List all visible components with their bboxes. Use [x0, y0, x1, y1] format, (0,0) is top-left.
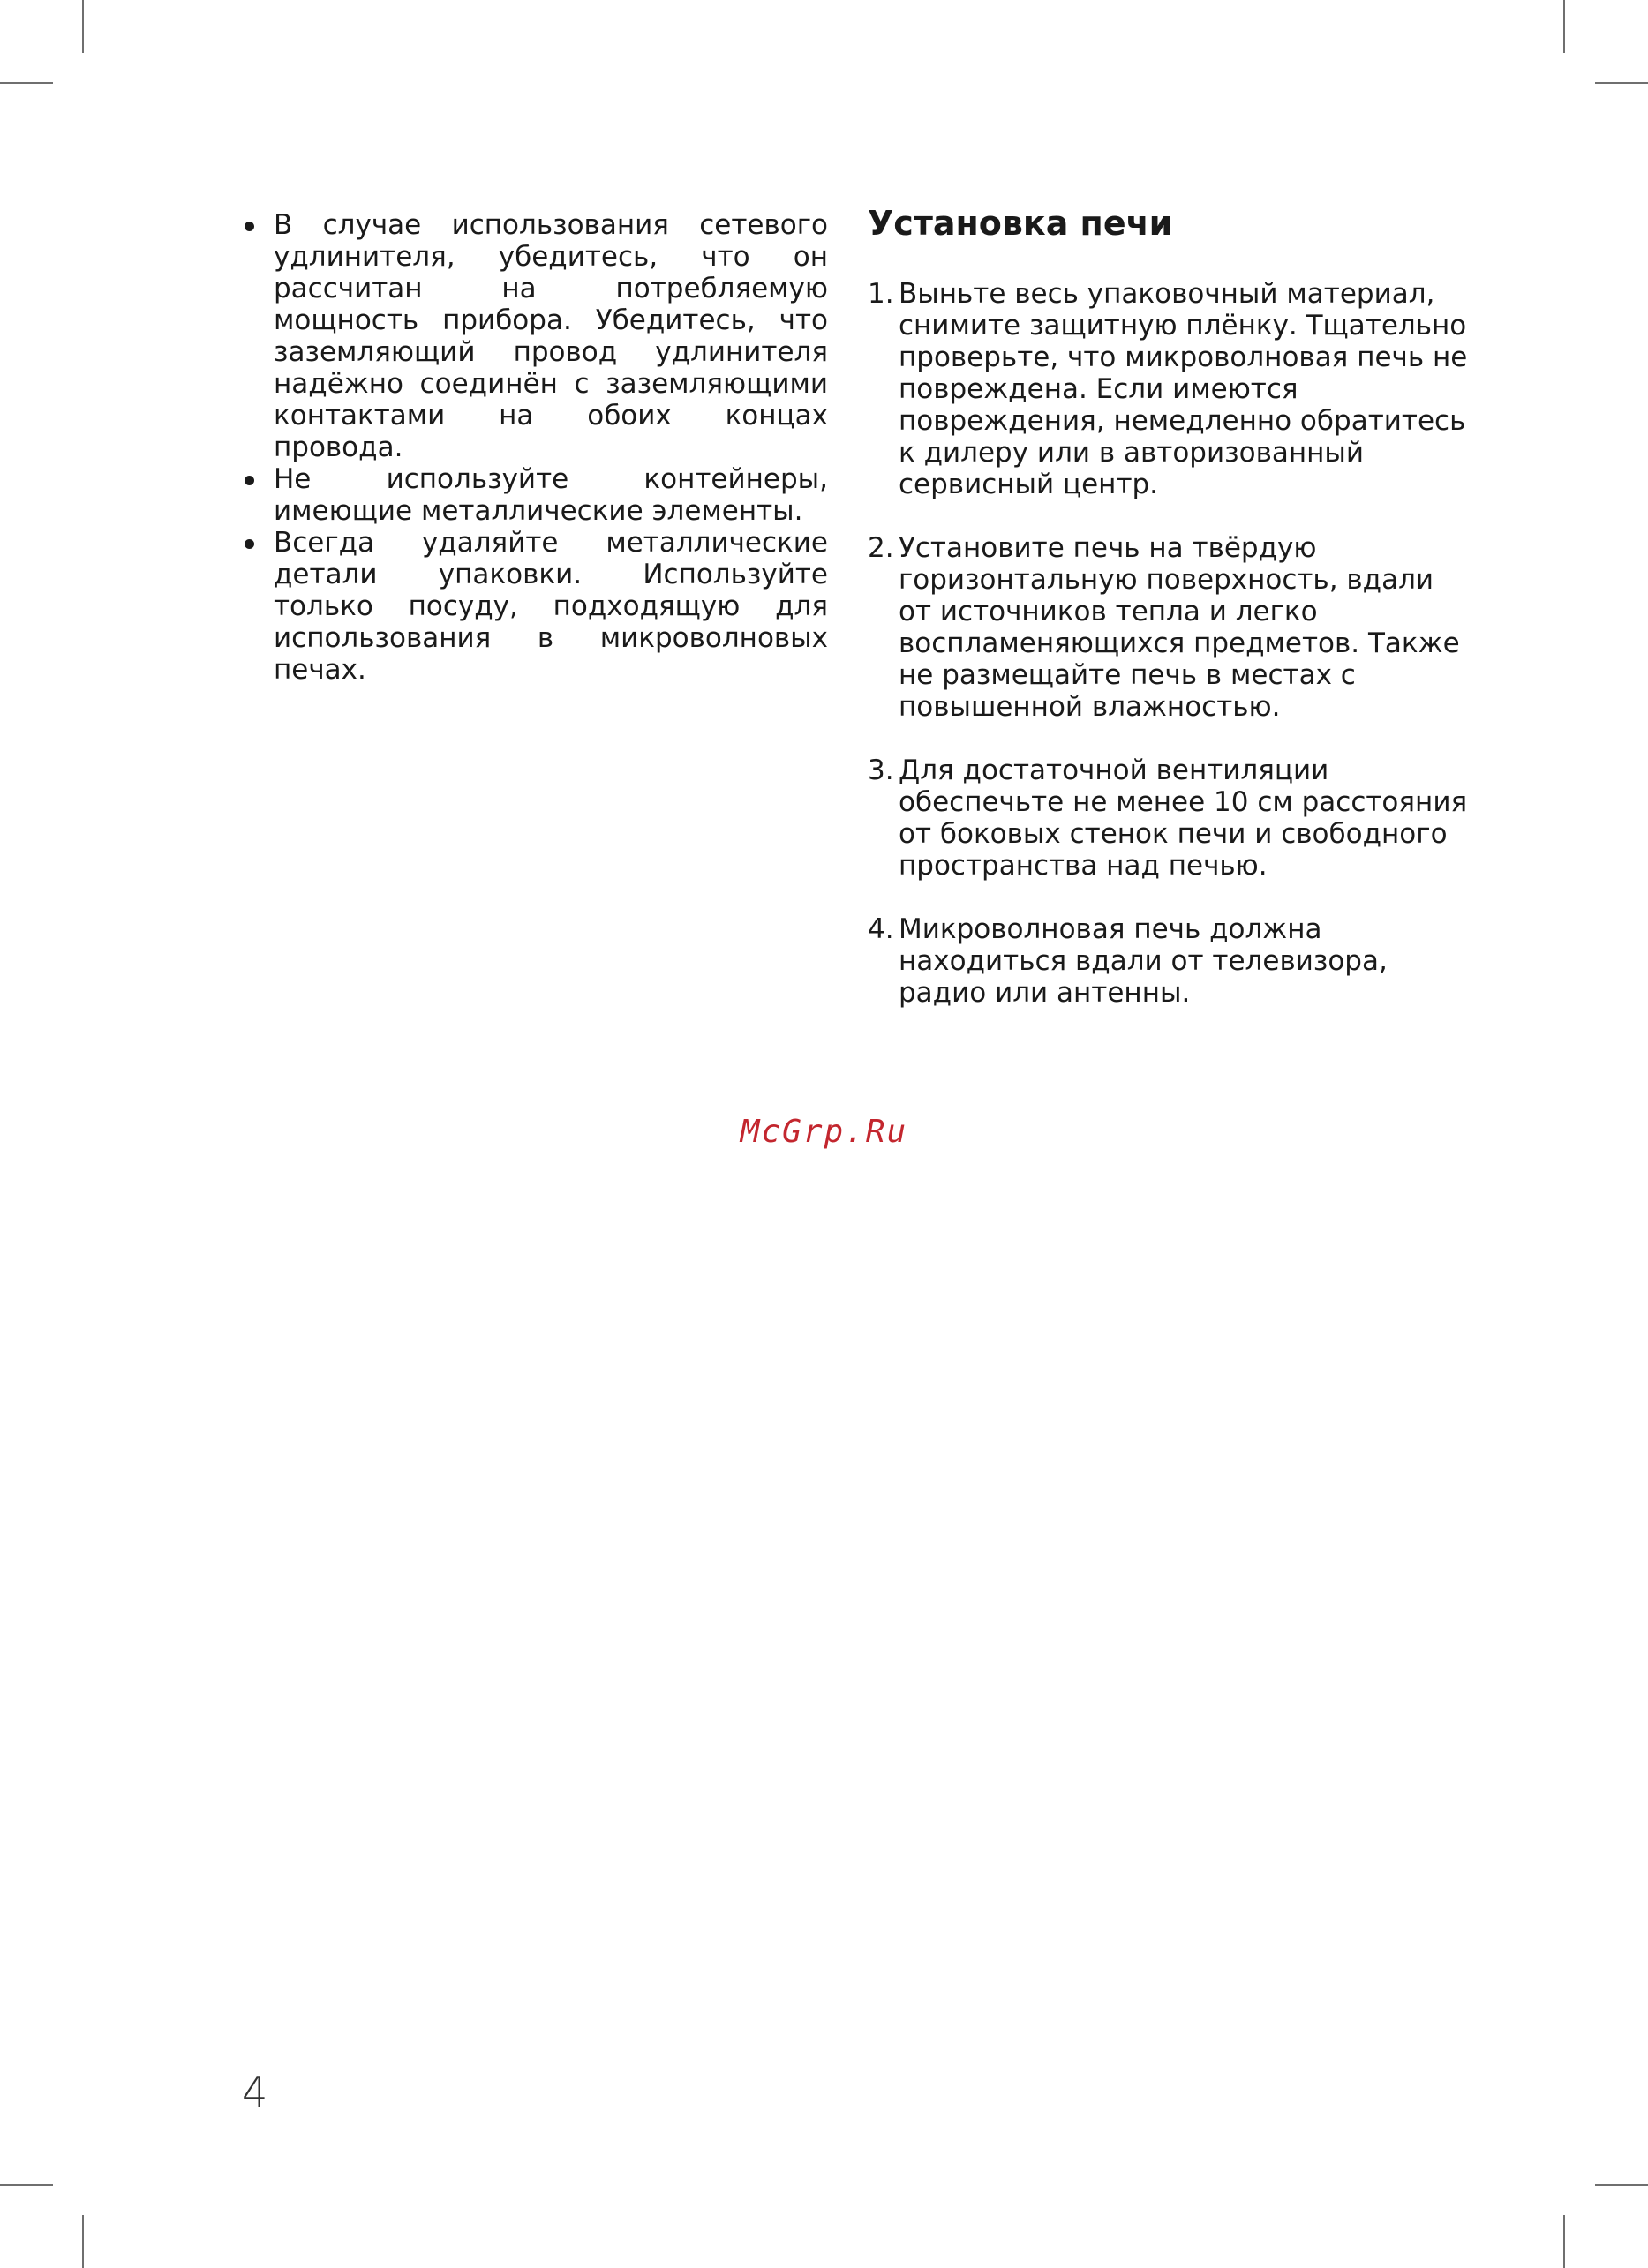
crop-mark: [82, 0, 84, 53]
bullet-icon: [245, 222, 254, 231]
list-item-text: В случае использования сетевого удлинителя, убедитесь, что он рассчитан на потребляемую мощность прибора. Убедитесь, что заземляющий провод удлинителя надёжно соединён с заземляющими контактами на обоих концах провода.: [274, 209, 828, 463]
section-title: Установка печи: [868, 204, 1173, 243]
page-number: 4: [242, 2069, 268, 2116]
step-text: Для достаточной вентиляции обеспечьте не менее 10 см расстояния от боковых стенок печи и свободного пространства над печью.: [899, 755, 1468, 882]
list-item: [868, 278, 1468, 500]
crop-mark: [1595, 2184, 1648, 2186]
step-text: Установите печь на твёрдую горизонтальную поверхность, вдали от источников тепла и легко воспламеняющихся предметов. Также не размещайте печь в местах с повышенной влажностью.: [899, 532, 1460, 723]
step-number: 2.: [868, 532, 894, 564]
crop-mark: [82, 2215, 84, 2268]
crop-mark: [0, 2184, 53, 2186]
list-item: [238, 527, 828, 686]
bullet-icon: [245, 476, 254, 485]
list-item: [868, 755, 1468, 882]
step-number: 1.: [868, 278, 894, 310]
step-text: Микроволновая печь должна находиться вдали от телевизора, радио или антенны.: [899, 913, 1388, 1009]
watermark: McGrp.Ru: [740, 1114, 908, 1150]
step-number: 4.: [868, 913, 894, 945]
crop-mark: [0, 82, 53, 84]
list-item: [238, 463, 828, 527]
step-number: 3.: [868, 755, 894, 786]
installation-steps-list: [868, 278, 1468, 1009]
crop-mark: [1595, 82, 1648, 84]
list-item: [868, 913, 1468, 1009]
safety-bullet-list: [238, 209, 828, 686]
crop-mark: [1563, 2215, 1565, 2268]
list-item-text: Всегда удаляйте металлические детали упаковки. Используйте только посуду, подходящую для использования в микроволновых печах.: [274, 527, 828, 686]
bullet-icon: [245, 539, 254, 549]
list-item-text: Не используйте контейнеры, имеющие металлические элементы.: [274, 463, 828, 527]
right-column: [868, 201, 1468, 1040]
list-item: [238, 209, 828, 463]
step-text: Выньте весь упаковочный материал, снимите защитную плёнку. Тщательно проверьте, что микроволновая печь не повреждена. Если имеются повреждения, немедленно обратитесь к дилеру или в авторизованный сервисный центр.: [899, 278, 1468, 500]
list-item: [868, 532, 1468, 723]
left-column: [238, 209, 828, 686]
crop-mark: [1563, 0, 1565, 53]
